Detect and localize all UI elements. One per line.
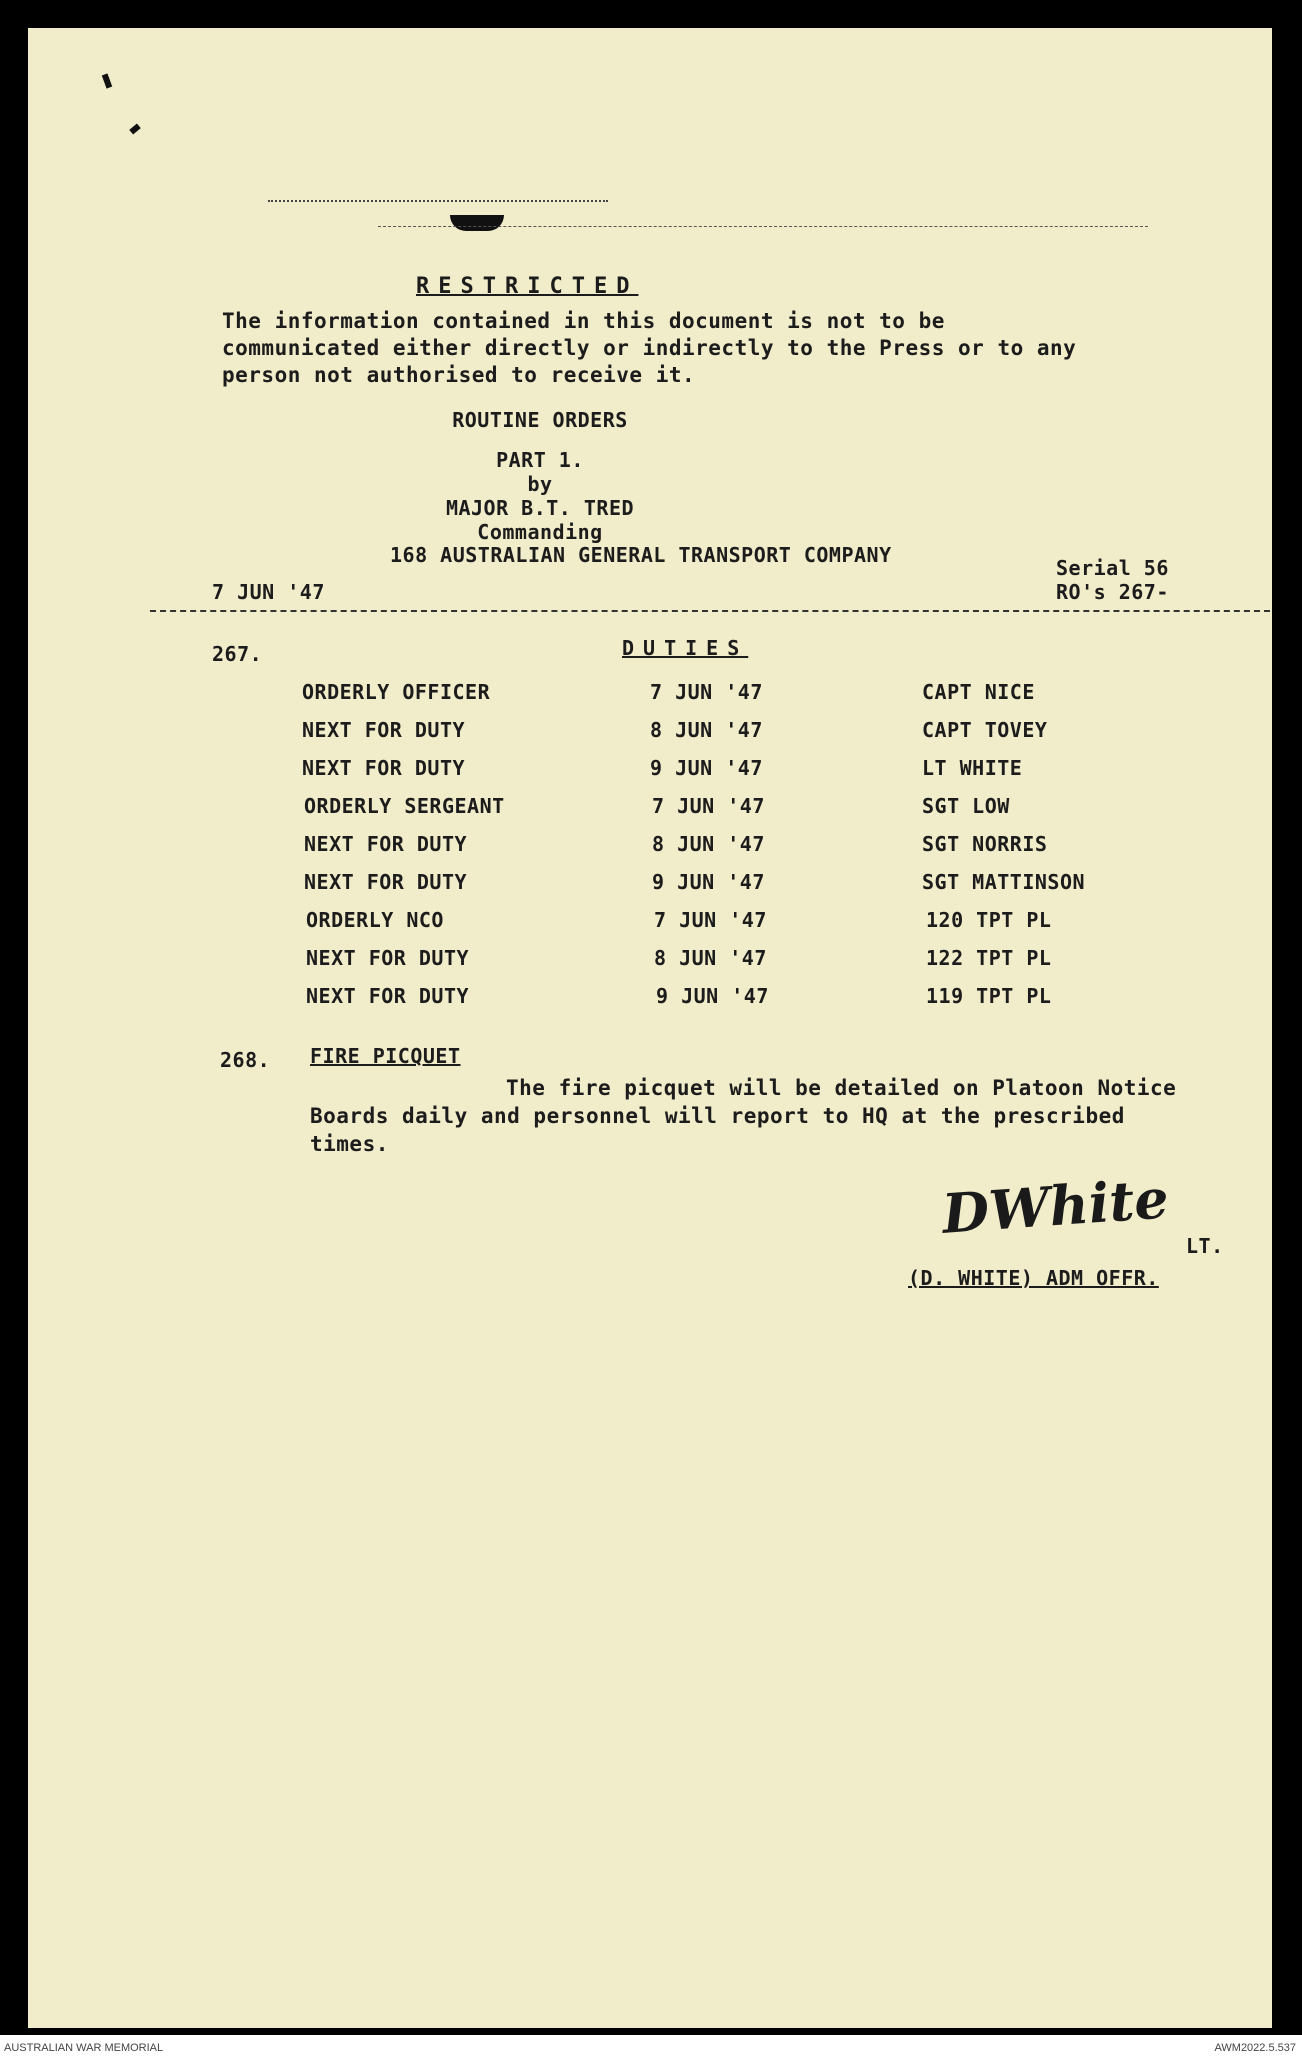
duty-name: NEXT FOR DUTY [302, 756, 466, 780]
table-row [28, 908, 1272, 948]
archive-footer [0, 2035, 1302, 2061]
commanding-officer: MAJOR B.T. TRED [445, 496, 635, 520]
section-number-268: 268. [220, 1048, 271, 1072]
duty-date: 9 JUN '47 [650, 756, 763, 780]
ink-smudge [450, 215, 504, 231]
duties-heading: DUTIES [622, 636, 749, 660]
duty-date: 7 JUN '47 [654, 908, 767, 932]
ink-dashes [378, 226, 1148, 227]
duty-person: 119 TPT PL [926, 984, 1052, 1008]
table-row [28, 794, 1272, 834]
fire-picquet-heading: FIRE PICQUET [310, 1044, 461, 1068]
footer-source: AUSTRALIAN WAR MEMORIAL [4, 2042, 164, 2054]
duty-person: 122 TPT PL [926, 946, 1052, 970]
part-label: PART 1. [496, 448, 584, 472]
security-notice: The information contained in this document is not to be communicated either directly or indirectly to the Press or to any person not authorised to receive it. [222, 309, 1077, 387]
duty-date: 9 JUN '47 [656, 984, 769, 1008]
duty-name: NEXT FOR DUTY [306, 946, 470, 970]
duty-person: CAPT NICE [922, 680, 1035, 704]
duty-person: 120 TPT PL [926, 908, 1052, 932]
table-row [28, 984, 1272, 1024]
ink-smudge [102, 73, 112, 88]
duty-date: 8 JUN '47 [650, 718, 763, 742]
signatory-rank: LT. [1186, 1234, 1224, 1258]
unit-name: 168 AUSTRALIAN GENERAL TRANSPORT COMPANY [390, 543, 892, 567]
duty-name: NEXT FOR DUTY [304, 832, 468, 856]
ink-smudge [129, 123, 141, 134]
duty-name: NEXT FOR DUTY [306, 984, 470, 1008]
table-row [28, 756, 1272, 796]
duty-date: 7 JUN '47 [650, 680, 763, 704]
duty-person: SGT NORRIS [922, 832, 1048, 856]
order-date: 7 JUN '47 [212, 580, 325, 604]
duty-name: ORDERLY OFFICER [302, 680, 491, 704]
classification-heading: RESTRICTED [416, 274, 639, 299]
handwritten-signature: DWhite [940, 1166, 1171, 1246]
duty-date: 8 JUN '47 [652, 832, 765, 856]
table-row [28, 870, 1272, 910]
ink-dashes [268, 200, 608, 202]
duty-person: LT WHITE [922, 756, 1023, 780]
ro-numbers: RO's 267- [1056, 580, 1169, 604]
duty-name: NEXT FOR DUTY [302, 718, 466, 742]
orders-title: ROUTINE ORDERS [452, 408, 628, 432]
table-row [28, 832, 1272, 872]
duty-date: 9 JUN '47 [652, 870, 765, 894]
duty-person: CAPT TOVEY [922, 718, 1048, 742]
table-row [28, 718, 1272, 758]
duty-name: ORDERLY SERGEANT [304, 794, 505, 818]
divider-rule [150, 610, 1270, 612]
serial-number: Serial 56 [1056, 556, 1169, 580]
duty-person: SGT LOW [922, 794, 1010, 818]
document-page [28, 28, 1272, 2028]
duty-name: NEXT FOR DUTY [304, 870, 468, 894]
by-label: by [527, 472, 553, 496]
duty-date: 7 JUN '47 [652, 794, 765, 818]
duty-name: ORDERLY NCO [306, 908, 444, 932]
duty-person: SGT MATTINSON [922, 870, 1086, 894]
signatory-name: (D. WHITE) ADM OFFR. [908, 1266, 1159, 1290]
table-row [28, 946, 1272, 986]
duty-date: 8 JUN '47 [654, 946, 767, 970]
table-row [28, 680, 1272, 720]
footer-reference: AWM2022.5.537 [1214, 2042, 1296, 2054]
commanding-label: Commanding [477, 520, 603, 544]
fire-picquet-text: The fire picquet will be detailed on Platoon Notice Boards daily and personnel will report to HQ at the prescribed times. [310, 1076, 1177, 1156]
section-number-267: 267. [212, 642, 263, 666]
